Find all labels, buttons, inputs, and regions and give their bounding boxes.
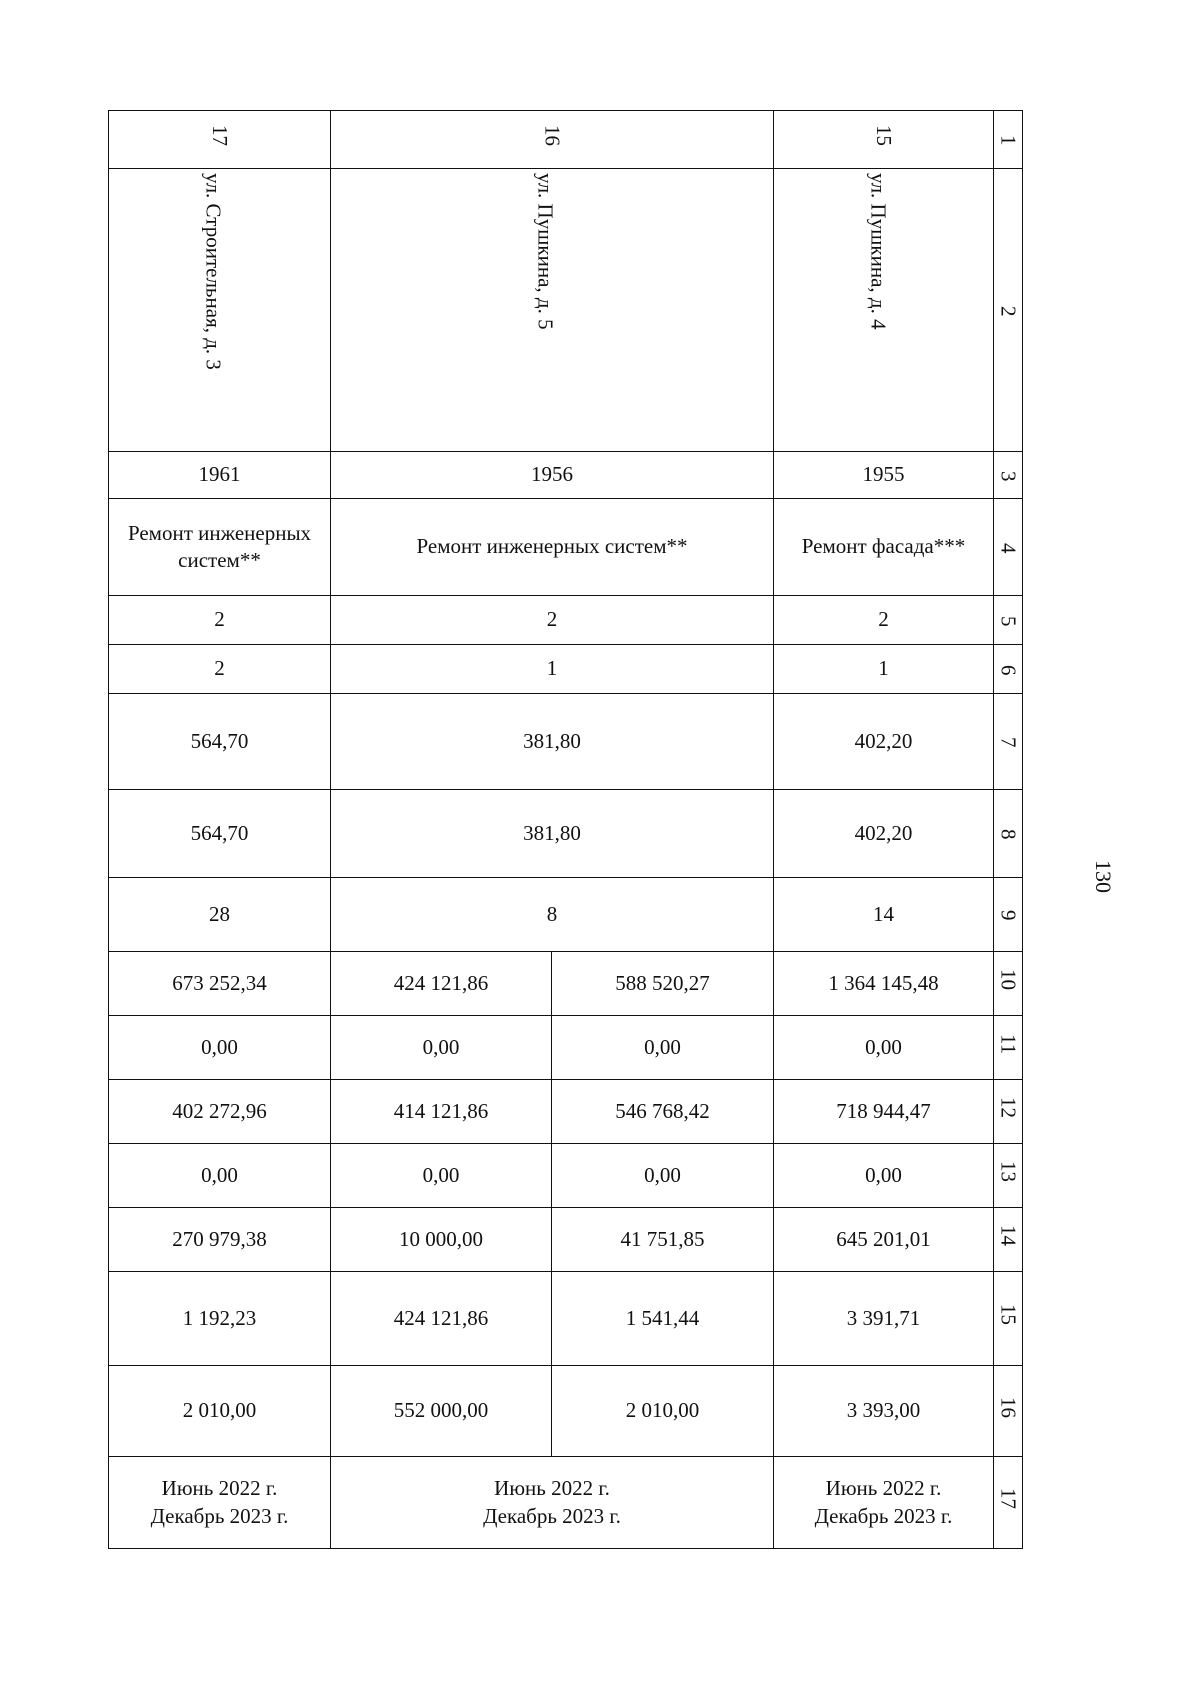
period-start: Июнь 2022 г. [494, 1476, 610, 1501]
object-address: ул. Пушкина, д. 4 [774, 169, 994, 452]
table-cell: 2 010,00 [552, 1366, 774, 1457]
buildings-table [108, 110, 1023, 1549]
row-number: 16 [994, 1366, 1023, 1457]
row-number: 7 [994, 694, 1023, 790]
table-cell: 2 [109, 596, 331, 645]
work-type: Ремонт инженерных систем** [109, 499, 331, 596]
row-number: 15 [994, 1272, 1023, 1366]
row-number: 3 [994, 452, 1023, 499]
table-cell: 1 [774, 645, 994, 694]
table-cell: 424 121,86 [331, 1272, 552, 1366]
table-cell: 0,00 [774, 1016, 994, 1080]
table-cell: 402 272,96 [109, 1080, 331, 1144]
work-period [109, 1457, 331, 1549]
row-number: 13 [994, 1144, 1023, 1208]
table-cell: 1 192,23 [109, 1272, 331, 1366]
table-cell: 0,00 [331, 1144, 552, 1208]
period-end: Декабрь 2023 г. [814, 1503, 953, 1528]
table-row [109, 499, 1023, 596]
table-cell: 10 000,00 [331, 1208, 552, 1272]
row-number: 4 [994, 499, 1023, 596]
table-row [109, 694, 1023, 790]
table-row [109, 790, 1023, 878]
row-number: 5 [994, 596, 1023, 645]
build-year: 1961 [109, 452, 331, 499]
work-type: Ремонт фасада*** [774, 499, 994, 596]
table-cell: 588 520,27 [552, 952, 774, 1016]
table-row [109, 1144, 1023, 1208]
table-row [109, 596, 1023, 645]
table-cell: 402,20 [774, 694, 994, 790]
table-cell: 552 000,00 [331, 1366, 552, 1457]
table-row [109, 1208, 1023, 1272]
table-cell: 1 364 145,48 [774, 952, 994, 1016]
table-row [109, 1366, 1023, 1457]
table-cell: 8 [331, 878, 774, 952]
table-cell: 0,00 [552, 1016, 774, 1080]
table-cell: 424 121,86 [331, 952, 552, 1016]
table-cell: 2 [331, 596, 774, 645]
table-row [109, 452, 1023, 499]
object-number: 15 [774, 111, 994, 169]
build-year: 1955 [774, 452, 994, 499]
object-number: 16 [331, 111, 774, 169]
table-cell: 0,00 [331, 1016, 552, 1080]
object-address: ул. Строительная, д. 3 [109, 169, 331, 452]
table-cell: 0,00 [552, 1144, 774, 1208]
object-address: ул. Пушкина, д. 5 [331, 169, 774, 452]
work-period [774, 1457, 994, 1549]
table-cell: 546 768,42 [552, 1080, 774, 1144]
table-cell: 402,20 [774, 790, 994, 878]
page-number: 130 [1091, 860, 1116, 893]
row-number: 9 [994, 878, 1023, 952]
row-number: 8 [994, 790, 1023, 878]
table-row [109, 952, 1023, 1016]
table-cell: 2 [774, 596, 994, 645]
table-row [109, 111, 1023, 169]
row-number: 17 [994, 1457, 1023, 1549]
table-row [109, 1016, 1023, 1080]
table-cell: 564,70 [109, 790, 331, 878]
table-cell: 564,70 [109, 694, 331, 790]
table-row [109, 1080, 1023, 1144]
table-cell: 2 [109, 645, 331, 694]
table-cell: 2 010,00 [109, 1366, 331, 1457]
table-cell: 0,00 [109, 1144, 331, 1208]
row-number: 2 [994, 169, 1023, 452]
work-type: Ремонт инженерных систем** [331, 499, 774, 596]
table-cell: 0,00 [774, 1144, 994, 1208]
period-end: Декабрь 2023 г. [483, 1503, 621, 1528]
table-row [109, 1272, 1023, 1366]
table-cell: 718 944,47 [774, 1080, 994, 1144]
table-cell: 645 201,01 [774, 1208, 994, 1272]
row-number: 12 [994, 1080, 1023, 1144]
table-cell: 41 751,85 [552, 1208, 774, 1272]
period-start: Июнь 2022 г. [161, 1476, 278, 1501]
table-cell: 414 121,86 [331, 1080, 552, 1144]
build-year: 1956 [331, 452, 774, 499]
row-number: 10 [994, 952, 1023, 1016]
table-cell: 28 [109, 878, 331, 952]
row-number: 6 [994, 645, 1023, 694]
work-period [331, 1457, 774, 1549]
table-cell: 270 979,38 [109, 1208, 331, 1272]
period-start: Июнь 2022 г. [825, 1476, 942, 1501]
table-cell: 381,80 [331, 694, 774, 790]
object-number: 17 [109, 111, 331, 169]
table-row [109, 878, 1023, 952]
table-cell: 1 541,44 [552, 1272, 774, 1366]
table-row [109, 645, 1023, 694]
table-cell: 0,00 [109, 1016, 331, 1080]
table-cell: 673 252,34 [109, 952, 331, 1016]
row-number: 1 [994, 111, 1023, 169]
table-cell: 381,80 [331, 790, 774, 878]
row-number: 11 [994, 1016, 1023, 1080]
table-cell: 3 393,00 [774, 1366, 994, 1457]
table-cell: 3 391,71 [774, 1272, 994, 1366]
table-row [109, 1457, 1023, 1549]
period-end: Декабрь 2023 г. [150, 1503, 289, 1528]
table-cell: 14 [774, 878, 994, 952]
row-number: 14 [994, 1208, 1023, 1272]
table-row [109, 169, 1023, 452]
table-cell: 1 [331, 645, 774, 694]
